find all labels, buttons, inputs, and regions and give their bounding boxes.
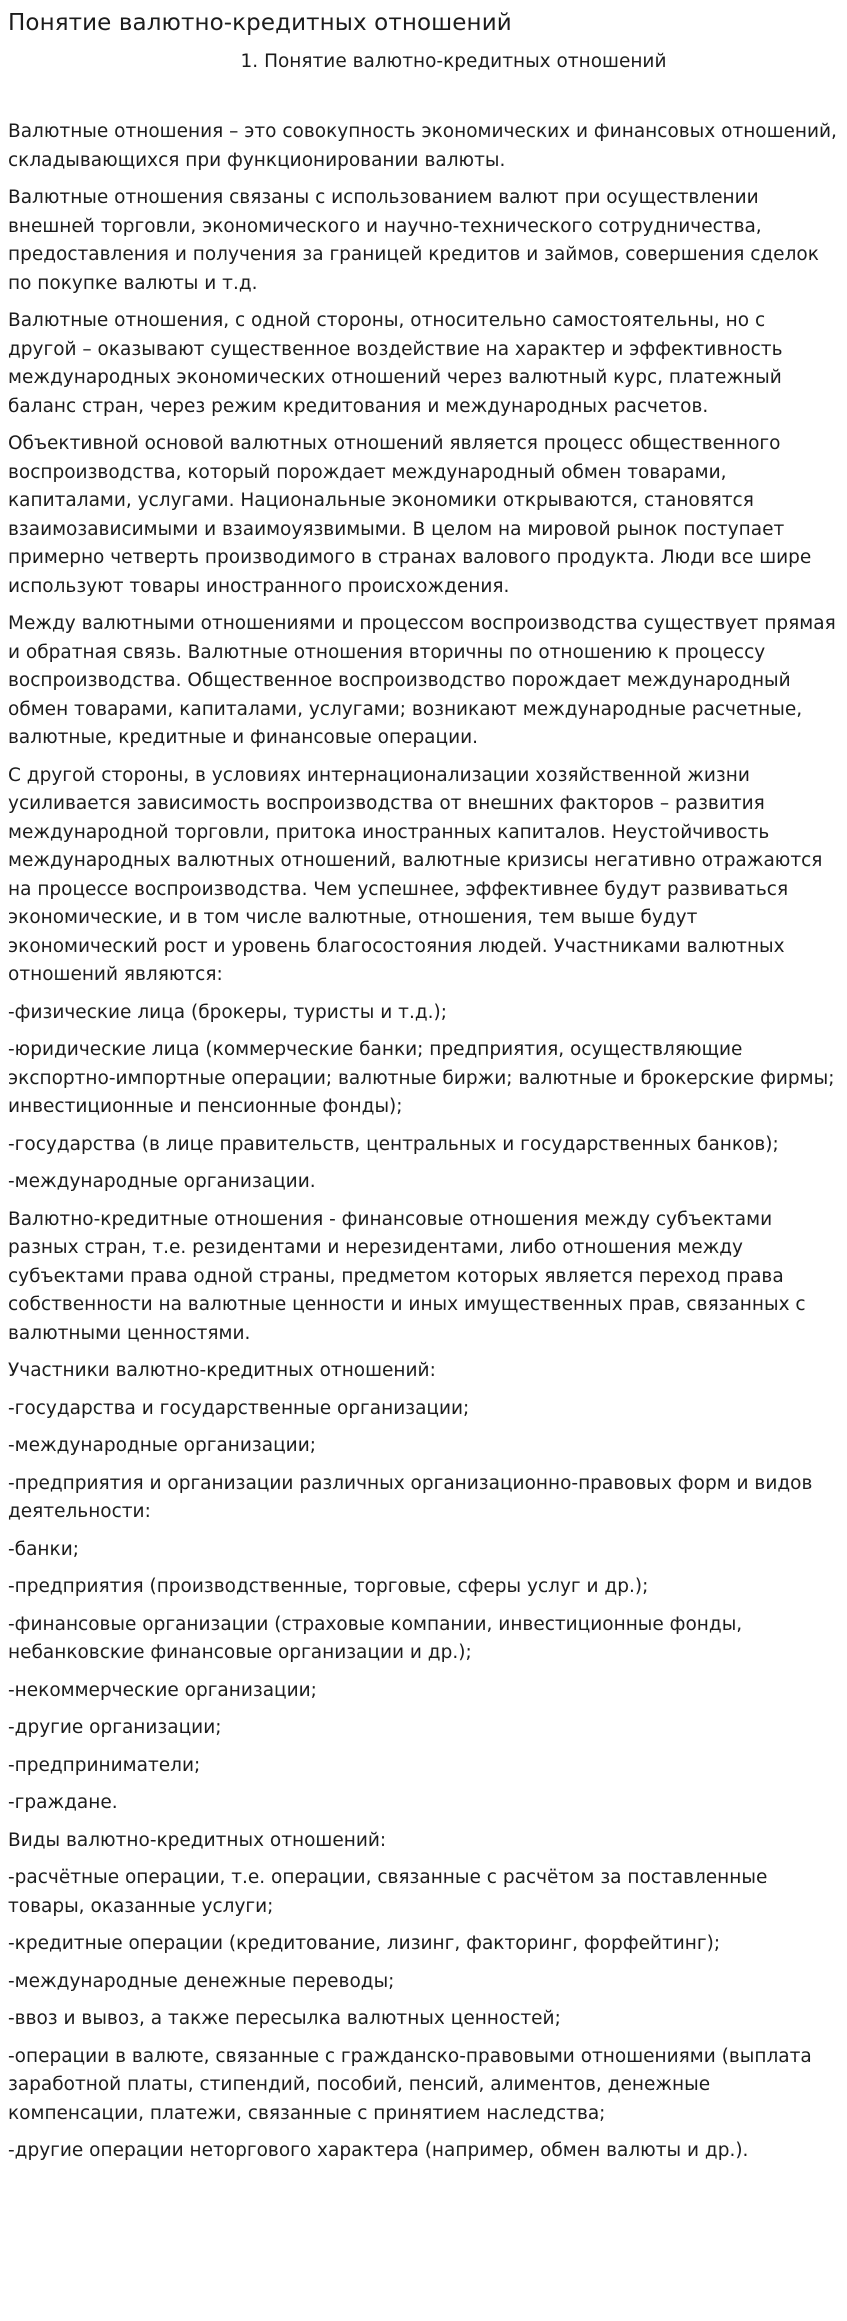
paragraph: Валютные отношения связаны с использованием валют при осуществлении внешней торговли, экономического и научно-технического сотрудничества, предоставления и получения за границей кредитов и займов, совершения сделок по покупке валюты и т.д. [8,187,819,294]
paragraph: -другие организации; [8,1717,222,1738]
paragraph: -предприятия (производственные, торговые, сферы услуг и др.); [8,1576,649,1597]
paragraph: -ввоз и вывоз, а также пересылка валютных ценностей; [8,2008,561,2029]
paragraph: -финансовые организации (страховые компании, инвестиционные фонды, небанковские финансовые организации и др.); [8,1613,743,1663]
paragraph: -юридические лица (коммерческие банки; предприятия, осуществляющие экспортно-импортные операции; валютные биржи; валютные и брокерские фирмы; инвестиционные и пенсионные фонды); [8,1039,835,1117]
paragraph: -физические лица (брокеры, туристы и т.д.); [8,1001,447,1023]
paragraph: -некоммерческие организации; [8,1679,317,1701]
paragraph: -расчётные операции, т.е. операции, связанные с расчётом за поставленные товары, оказанные услуги; [8,1867,768,1917]
paragraph: -другие операции неторгового характера (например, обмен валюты и др.). [8,2140,749,2161]
paragraph: Валютные отношения – это совокупность экономических и финансовых отношений, складывающихся при функционировании валюты. [8,121,837,171]
paragraph: -международные организации. [8,1171,316,1192]
document-body [8,118,839,2166]
paragraph: -государства и государственные организации; [8,1397,470,1419]
paragraph: -операции в валюте, связанные с гражданско-правовыми отношениями (выплата заработной платы, стипендий, пособий, пенсий, алиментов, денежные компенсации, платежи, связанные с принятием наследства; [8,2045,812,2124]
paragraph: Участники валютно-кредитных отношений: [8,1360,436,1381]
paragraph: -предприятия и организации различных организационно-правовых форм и видов деятельности: [8,1472,813,1522]
paragraph: -банки; [8,1538,79,1560]
paragraph: Виды валютно-кредитных отношений: [8,1829,387,1851]
section-heading: 1. Понятие валютно-кредитных отношений [240,51,667,72]
paragraph: Объективной основой валютных отношений является процесс общественного воспроизводства, который порождает международный обмен товарами, капиталами, услугами. Национальные экономики открываются, становятся взаимозависимыми и взаимоуязвимыми. В целом на мировой рынок поступает примерно четверть производимого в странах валового продукта. Люди все шире используют товары иностранного происхождения. [8,433,812,597]
paragraph: Валютные отношения, с одной стороны, относительно самостоятельны, но с другой – оказывают существенное воздействие на характер и эффективность международных экономических отношений через валютный курс, платежный баланс стран, через режим кредитования и международных расчетов. [8,310,783,417]
paragraph: Между валютными отношениями и процессом воспроизводства существует прямая и обратная связь. Валютные отношения вторичны по отношению к процессу воспроизводства. Общественное воспроизводство порождает международный обмен товарами, капиталами, услугами; возникают международные расчетные, валютные, кредитные и финансовые операции. [8,613,836,748]
paragraph: Валютно-кредитные отношения - финансовые отношения между субъектами разных стран, т.е. резидентами и нерезидентами, либо отношения между субъектами права одной страны, предметом которых является переход права собственности на валютные ценности и иных имущественных прав, связанных с валютными ценностями. [8,1208,806,1344]
paragraph: -граждане. [8,1792,118,1813]
paragraph: -международные денежные переводы; [8,1970,395,1992]
paragraph: -международные организации; [8,1435,316,1456]
paragraph: -государства (в лице правительств, центральных и государственных банков); [8,1133,779,1155]
paragraph: С другой стороны, в условиях интернационализации хозяйственной жизни усиливается зависимость воспроизводства от внешних факторов – развития международной торговли, притока иностранных капиталов. Неустойчивость международных валютных отношений, валютные кризисы негативно отражаются на процессе воспроизводства. Чем успешнее, эффективнее будут развиваться экономические, и в том числе валютные, отношения, тем выше будут экономический рост и уровень благосостояния людей. Участниками валютных отношений являются: [8,764,823,985]
page-title: Понятие валютно-кредитных отношений [8,10,512,36]
paragraph: -предприниматели; [8,1754,201,1776]
paragraph: -кредитные операции (кредитование, лизинг, факторинг, форфейтинг); [8,1933,721,1954]
